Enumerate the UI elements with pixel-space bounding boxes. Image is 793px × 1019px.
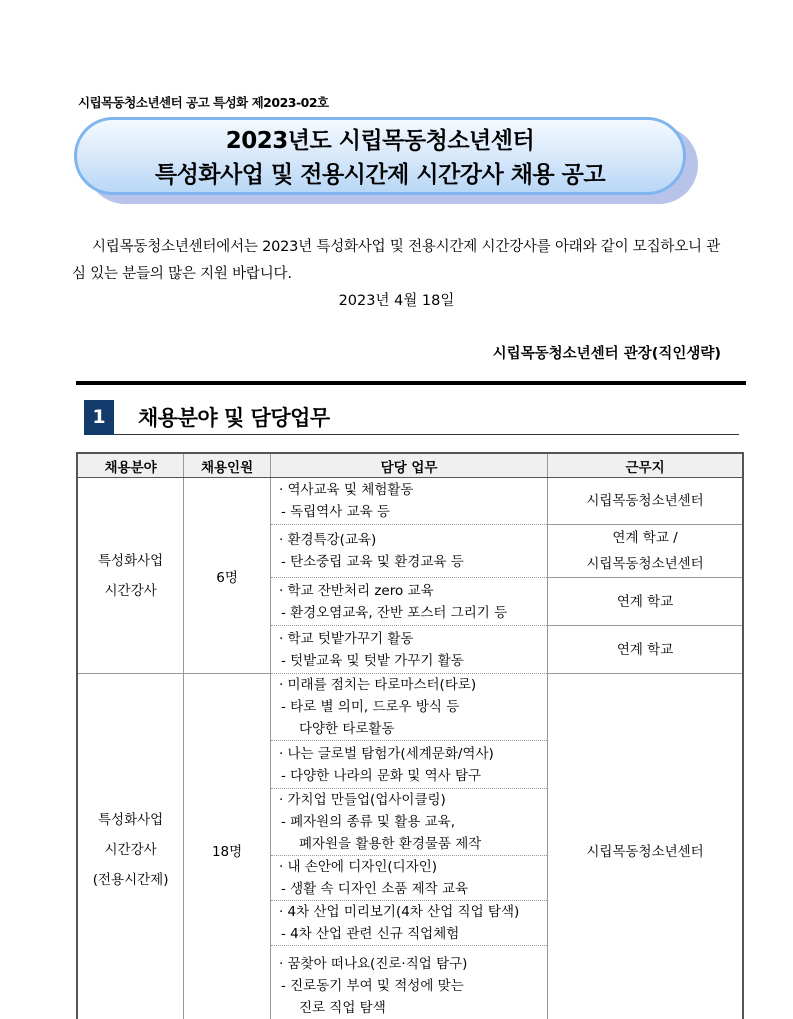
workplace-cell <box>548 626 743 674</box>
duty-detail: 폐자원을 활용한 환경물품 제작 <box>298 836 482 852</box>
duty-detail: - 독립역사 교육 등 <box>280 504 390 520</box>
divider <box>76 381 746 385</box>
duty-title: · 역사교육 및 체험활동 <box>278 482 414 498</box>
section-number: 1 <box>84 400 114 435</box>
section-title: 채용분야 및 담당업무 <box>138 406 330 430</box>
intro-paragraph: 시립목동청소년센터에서는 2023년 특성화사업 및 전용시간제 시간강사를 아래와 같이 모집하오니 관심 있는 분들의 많은 지원 바랍니다. <box>72 239 721 282</box>
workplace-cell <box>548 578 743 626</box>
duty-title: · 미래를 점치는 타로마스터(타로) <box>278 677 477 693</box>
duty-detail: - 4차 산업 관련 신규 직업체험 <box>280 926 460 942</box>
duty-detail: 진로 직업 탐색 <box>298 1000 386 1017</box>
duty-cell <box>270 856 547 901</box>
workplace-cell <box>548 478 743 525</box>
duty-title: · 가치업 만들업(업사이클링) <box>278 792 446 808</box>
field-cell <box>77 674 184 1019</box>
duty-cell <box>270 946 547 1019</box>
field-text: 시간강사 <box>104 582 157 599</box>
duty-cell <box>270 525 547 578</box>
signature: 시립목동청소년센터 관장(직인생략) <box>492 346 721 362</box>
header-count: 채용인원 <box>184 453 271 478</box>
duty-detail: - 타로 별 의미, 드로우 방식 등 <box>280 699 460 715</box>
field-text: 특성화사업 <box>97 552 164 569</box>
field-text: (전용시간제) <box>92 872 169 889</box>
title-line-2: 특성화사업 및 전용시간제 시간강사 채용 공고 <box>154 162 606 188</box>
duty-detail: 다양한 타로활동 <box>298 721 395 737</box>
recruitment-table <box>76 452 744 1019</box>
duty-detail: - 폐자원의 종류 및 활용 교육, <box>280 814 456 830</box>
count-cell: 18명 <box>184 674 271 1019</box>
duty-title: · 학교 잔반처리 zero 교육 <box>278 582 434 599</box>
duty-title: · 환경특강(교육) <box>278 532 377 548</box>
duty-cell <box>270 789 547 856</box>
table-row <box>77 478 743 525</box>
workplace-text: 연계 학교 <box>616 593 674 610</box>
duty-title: · 나는 글로벌 탐험가(세계문화/역사) <box>278 745 494 762</box>
header-field: 채용분야 <box>77 453 184 478</box>
header-workplace: 근무지 <box>548 453 743 478</box>
duty-detail: - 진로동기 부여 및 적성에 맞는 <box>280 978 464 995</box>
duty-detail: - 생활 속 디자인 소품 제작 교육 <box>280 881 469 897</box>
duty-cell <box>270 478 547 525</box>
header-duties: 담당 업무 <box>270 453 547 478</box>
duty-cell <box>270 674 547 741</box>
duty-detail: - 텃밭교육 및 텃밭 가꾸기 활동 <box>280 652 464 669</box>
workplace-text: 시립목동청소년센터 <box>586 556 704 572</box>
workplace-text: 시립목동청소년센터 <box>586 493 704 509</box>
table-row <box>77 674 743 741</box>
announcement-date: 2023년 4월 18일 <box>338 293 455 309</box>
field-text: 특성화사업 <box>97 812 164 829</box>
workplace-text: 연계 학교 / <box>612 530 678 546</box>
workplace-cell: 시립목동청소년센터 <box>548 674 743 1019</box>
table-header-row <box>77 453 743 478</box>
duty-detail: - 탄소중립 교육 및 환경교육 등 <box>280 554 464 570</box>
field-cell <box>77 478 184 674</box>
section-underline <box>114 434 739 435</box>
workplace-text: 연계 학교 <box>616 641 674 658</box>
duty-detail: - 환경오염교육, 잔반 포스터 그리기 등 <box>280 604 508 621</box>
duty-cell <box>270 741 547 789</box>
duty-cell <box>270 578 547 626</box>
workplace-cell <box>548 525 743 578</box>
duty-cell <box>270 626 547 674</box>
title-banner <box>74 117 686 195</box>
duty-title: · 4차 산업 미리보기(4차 산업 직업 탐색) <box>278 904 520 920</box>
duty-title: · 내 손안에 디자인(디자인) <box>278 859 438 875</box>
document-number: 시립목동청소년센터 공고 특성화 제2023-02호 <box>78 95 329 110</box>
duty-cell <box>270 901 547 946</box>
duty-detail: - 다양한 나라의 문화 및 역사 탐구 <box>280 767 482 784</box>
title-line-1: 2023년도 시립목동청소년센터 <box>225 128 535 154</box>
duty-title: · 학교 텃밭가꾸기 활동 <box>278 630 414 647</box>
count-cell: 6명 <box>184 478 271 674</box>
field-text: 시간강사 <box>104 842 157 859</box>
duty-title: · 꿈찾아 떠나요(진로·직업 탐구) <box>278 956 468 973</box>
